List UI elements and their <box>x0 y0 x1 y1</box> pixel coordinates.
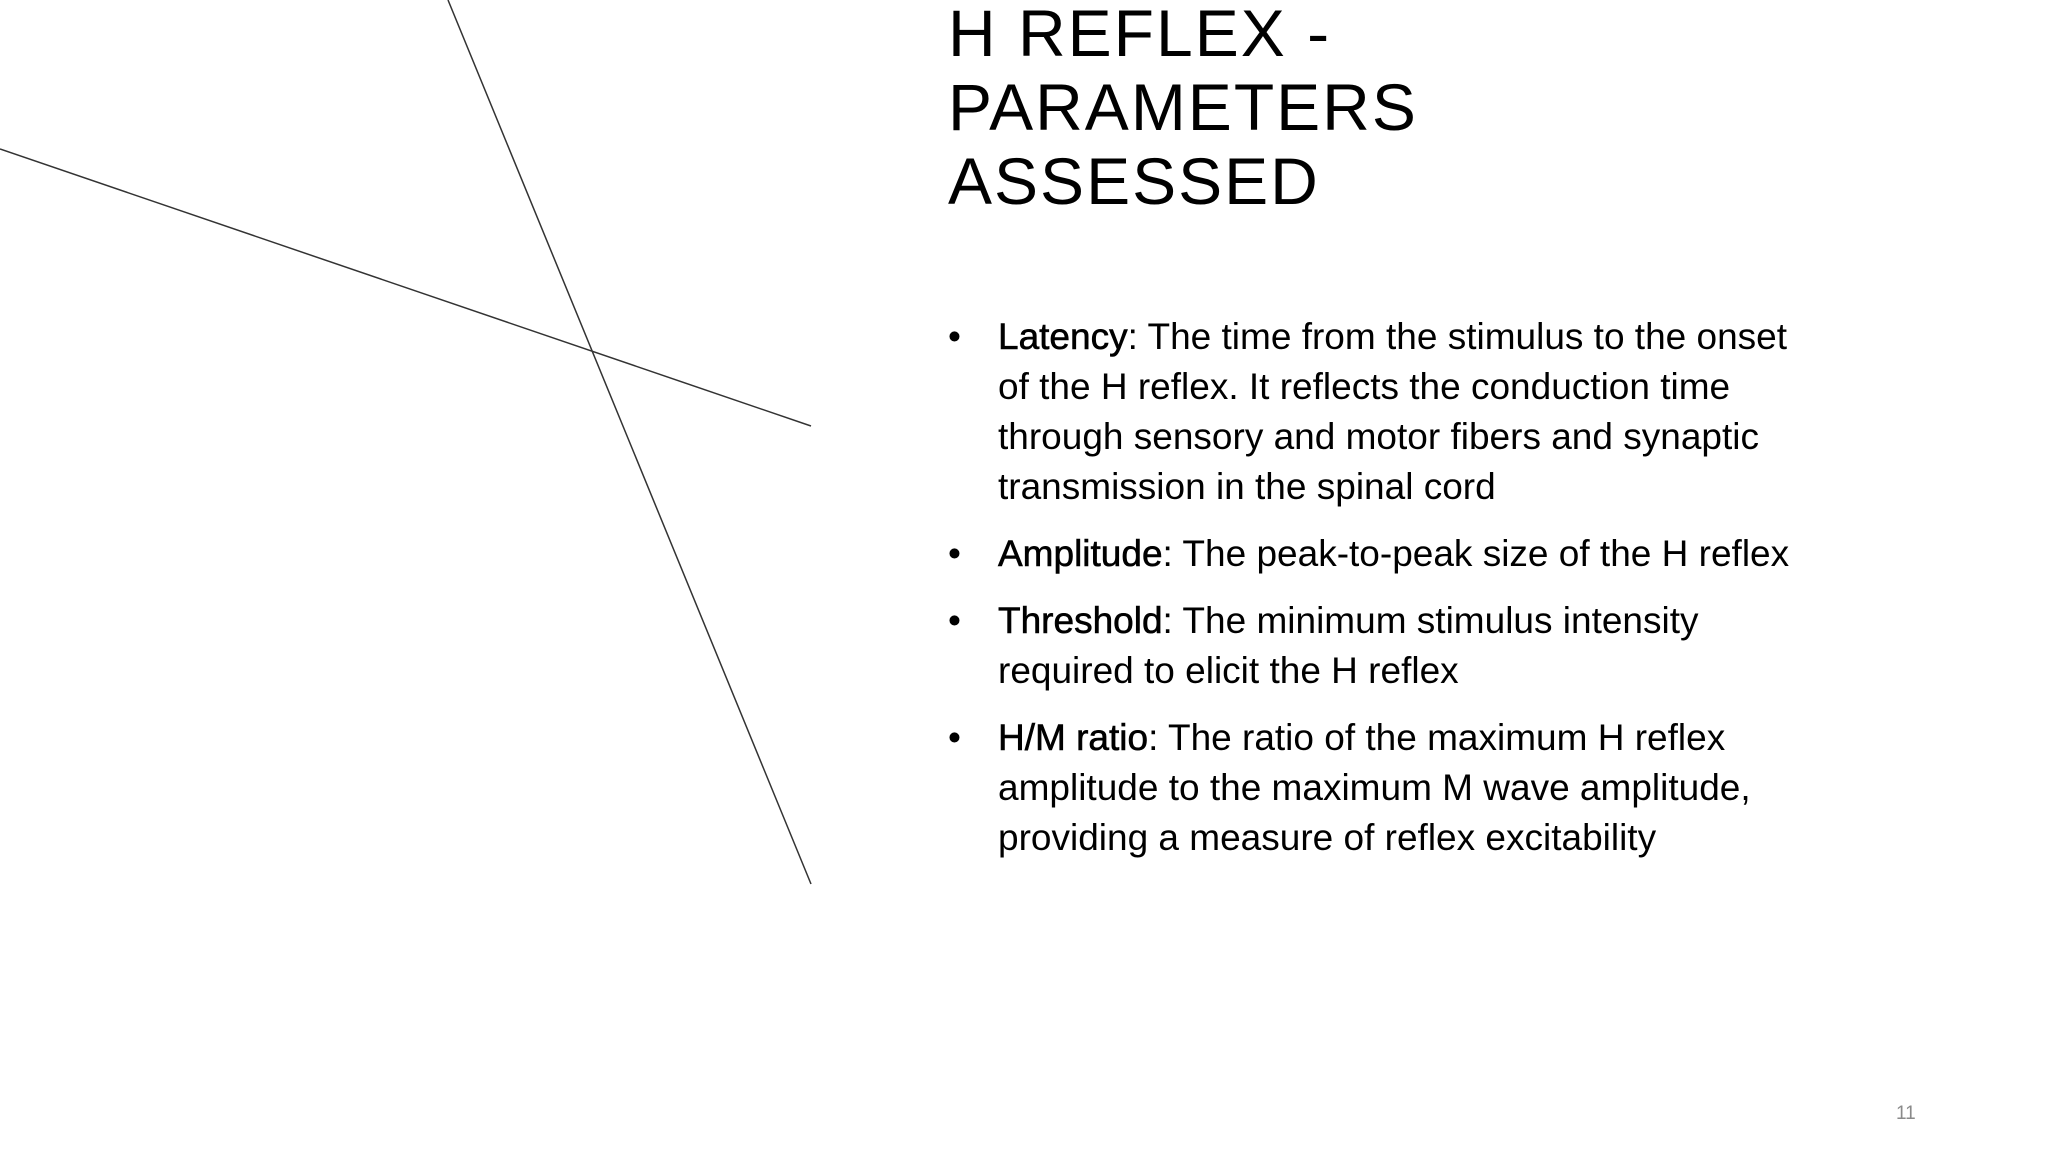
bullet-dot: • <box>948 533 961 574</box>
bullet-text: : The minimum stimulus intensity required to elicit the H reflex <box>998 600 1699 691</box>
bullet-text: : The time from the stimulus to the onset of the H reflex. It reflects the conduction time through sensory and motor fibers and synaptic transmission in the spinal cord <box>998 316 1788 507</box>
decorative-crossing-lines <box>0 0 820 900</box>
slide-title: H REFLEX - PARAMETERS ASSESSED <box>948 0 1418 218</box>
decorative-line-shallow <box>0 149 811 426</box>
bullet-item-hm-ratio <box>948 713 1828 863</box>
bullet-term: Amplitude <box>998 533 1163 574</box>
bullet-term: Latency <box>998 316 1128 357</box>
bullet-term: H/M ratio <box>998 717 1149 758</box>
decorative-line-steep <box>448 0 811 884</box>
bullet-item-amplitude <box>948 529 1828 579</box>
bullet-term: Threshold <box>998 600 1163 641</box>
bullet-text: : The peak-to-peak size of the H reflex <box>1162 533 1790 574</box>
bullet-dot: • <box>948 600 961 641</box>
page-number: 11 <box>1896 1103 1916 1124</box>
bullet-dot: • <box>948 316 961 357</box>
bullet-item-latency <box>948 312 1828 512</box>
bullet-item-threshold <box>948 596 1828 696</box>
bullet-dot: • <box>948 717 961 758</box>
bullet-text: : The ratio of the maximum H reflex amplitude to the maximum M wave amplitude, providing a measure of reflex excitability <box>998 717 1751 858</box>
bullet-list <box>948 312 1828 880</box>
